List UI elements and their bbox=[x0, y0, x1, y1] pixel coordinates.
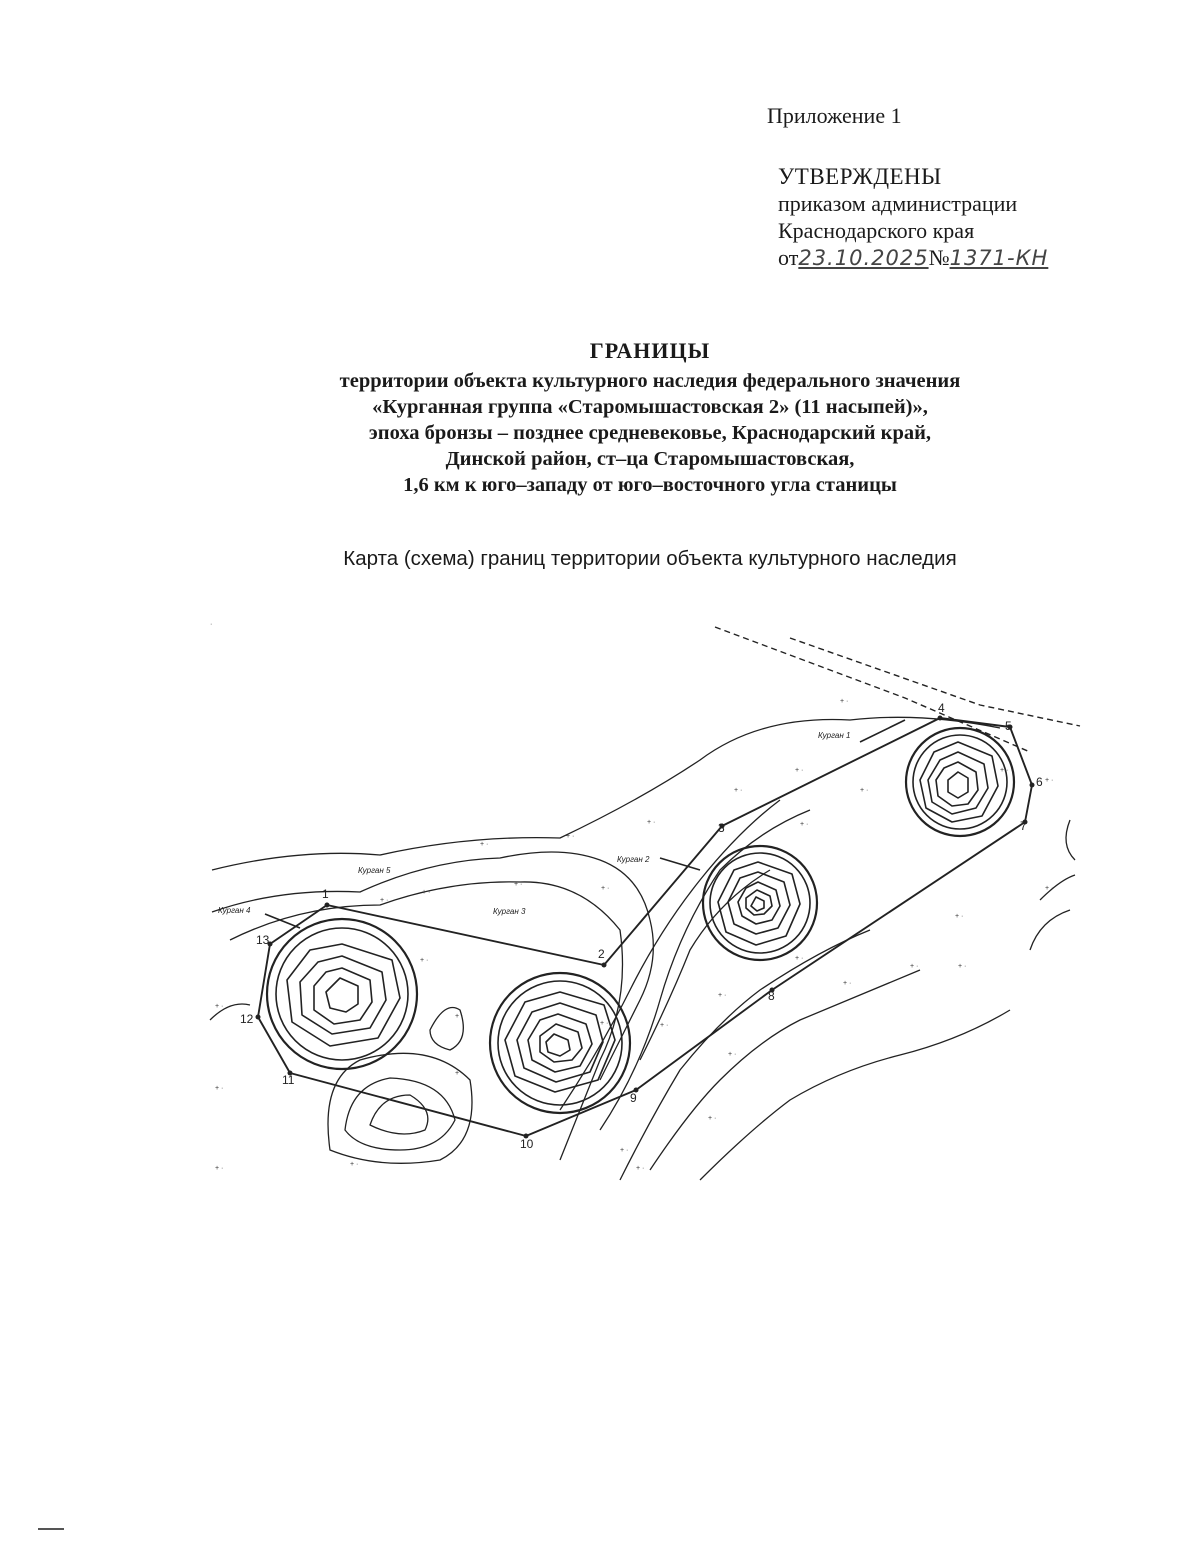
svg-text:+ ·: + · bbox=[795, 955, 804, 962]
approval-block bbox=[778, 163, 1048, 272]
svg-text:+ ·: + · bbox=[566, 833, 575, 840]
svg-text:+ ·: + · bbox=[800, 821, 809, 828]
kurgan-label: Курган 5 bbox=[358, 866, 391, 875]
point-label: 9 bbox=[630, 1091, 637, 1105]
svg-text:+ ·: + · bbox=[660, 1022, 669, 1029]
svg-text:+ ·: + · bbox=[215, 1165, 224, 1172]
kurgan-label: Курган 1 bbox=[818, 731, 851, 740]
kurgan-labels bbox=[218, 731, 850, 916]
svg-text:+ ·: + · bbox=[734, 787, 743, 794]
point-label: 12 bbox=[240, 1012, 254, 1026]
svg-text:+ ·: + · bbox=[455, 1013, 464, 1020]
svg-text:+ ·: + · bbox=[840, 698, 849, 705]
svg-text:·: · bbox=[210, 621, 213, 628]
svg-text:+ ·: + · bbox=[514, 881, 523, 888]
svg-text:+ ·: + · bbox=[422, 889, 431, 896]
kurgan-label: Курган 3 bbox=[493, 907, 526, 916]
point-label: 6 bbox=[1036, 775, 1043, 789]
footer-mark bbox=[38, 1528, 64, 1530]
svg-text:+ ·: + · bbox=[1000, 767, 1009, 774]
title-line: «Курганная группа «Старомышастовская 2» (11 насыпей)», bbox=[372, 396, 928, 418]
svg-text:+ ·: + · bbox=[708, 1115, 717, 1122]
title-line: 1,6 км к юго–западу от юго–восточного угла станицы bbox=[403, 474, 897, 496]
svg-text:+ ·: + · bbox=[455, 1070, 464, 1077]
kurgan-mound-3 bbox=[490, 973, 630, 1113]
kurgan-mound-1 bbox=[906, 728, 1014, 836]
point-label: 8 bbox=[768, 989, 775, 1003]
svg-text:+ ·: + · bbox=[601, 885, 610, 892]
date-value: 23.10.2025 bbox=[798, 246, 929, 270]
appendix-label: Приложение 1 bbox=[767, 103, 902, 128]
svg-text:+ ·: + · bbox=[420, 957, 429, 964]
svg-text:+ ·: + · bbox=[860, 787, 869, 794]
svg-text:+ ·: + · bbox=[1045, 777, 1054, 784]
boundary-point-labels bbox=[240, 701, 1043, 1151]
approved-heading: УТВЕРЖДЕНЫ bbox=[778, 164, 942, 189]
road-line bbox=[790, 638, 1080, 726]
svg-text:+ ·: + · bbox=[215, 1003, 224, 1010]
point-label: 2 bbox=[598, 947, 605, 961]
kurgan-mound-2 bbox=[703, 846, 817, 960]
kurgan-label: Курган 4 bbox=[218, 906, 251, 915]
point-label: 13 bbox=[256, 933, 270, 947]
elevation-marks bbox=[210, 621, 1053, 1172]
svg-text:+ ·: + · bbox=[350, 1161, 359, 1168]
point-label: 11 bbox=[282, 1073, 295, 1087]
svg-text:+ ·: + · bbox=[795, 767, 804, 774]
title-line: эпоха бронзы – позднее средневековье, Краснодарский край, bbox=[368, 422, 932, 444]
point-label: 1 bbox=[322, 887, 329, 901]
svg-text:+ ·: + · bbox=[843, 980, 852, 987]
approved-by-order: приказом администрации bbox=[778, 191, 1018, 216]
approval-date-line bbox=[778, 244, 1048, 272]
title-line: Динской район, ст–ца Старомышастовская, bbox=[445, 448, 855, 470]
svg-text:+ ·: + · bbox=[620, 1147, 629, 1154]
order-number: 1371-КН bbox=[949, 246, 1049, 270]
svg-text:+ ·: + · bbox=[958, 963, 967, 970]
svg-text:+ ·: + · bbox=[728, 1051, 737, 1058]
date-prefix: от bbox=[778, 245, 799, 270]
svg-text:+ ·: + · bbox=[380, 897, 389, 904]
svg-text:+ ·: + · bbox=[910, 963, 919, 970]
terrain-contours bbox=[210, 717, 1075, 1180]
title-main: ГРАНИЦЫ bbox=[589, 338, 711, 363]
map-caption: Карта (схема) границ территории объекта культурного наследия bbox=[343, 547, 957, 570]
svg-text:+ ·: + · bbox=[718, 992, 727, 999]
kurgan-label: Курган 2 bbox=[617, 855, 650, 864]
svg-text:+ ·: + · bbox=[636, 1165, 645, 1172]
point-label: 4 bbox=[938, 701, 945, 715]
boundary-map bbox=[0, 600, 1200, 1200]
title-line: территории объекта культурного наследия федерального значения bbox=[339, 370, 961, 392]
svg-text:+ ·: + · bbox=[1045, 885, 1054, 892]
svg-text:+ ·: + · bbox=[480, 841, 489, 848]
point-label: 3 bbox=[718, 821, 725, 835]
point-label: 10 bbox=[520, 1137, 534, 1151]
svg-text:+ ·: + · bbox=[955, 913, 964, 920]
approved-region: Краснодарского края bbox=[778, 218, 975, 243]
point-label: 5 bbox=[1005, 719, 1012, 733]
kurgan-mound-4 bbox=[267, 919, 417, 1069]
svg-text:+ ·: + · bbox=[647, 819, 656, 826]
point-label: 7 bbox=[1020, 819, 1027, 833]
svg-text:+ ·: + · bbox=[600, 1020, 609, 1027]
number-prefix: № bbox=[928, 245, 950, 270]
svg-text:+ ·: + · bbox=[215, 1085, 224, 1092]
document-title bbox=[160, 338, 1140, 498]
boundary-point-markers bbox=[256, 716, 1035, 1139]
